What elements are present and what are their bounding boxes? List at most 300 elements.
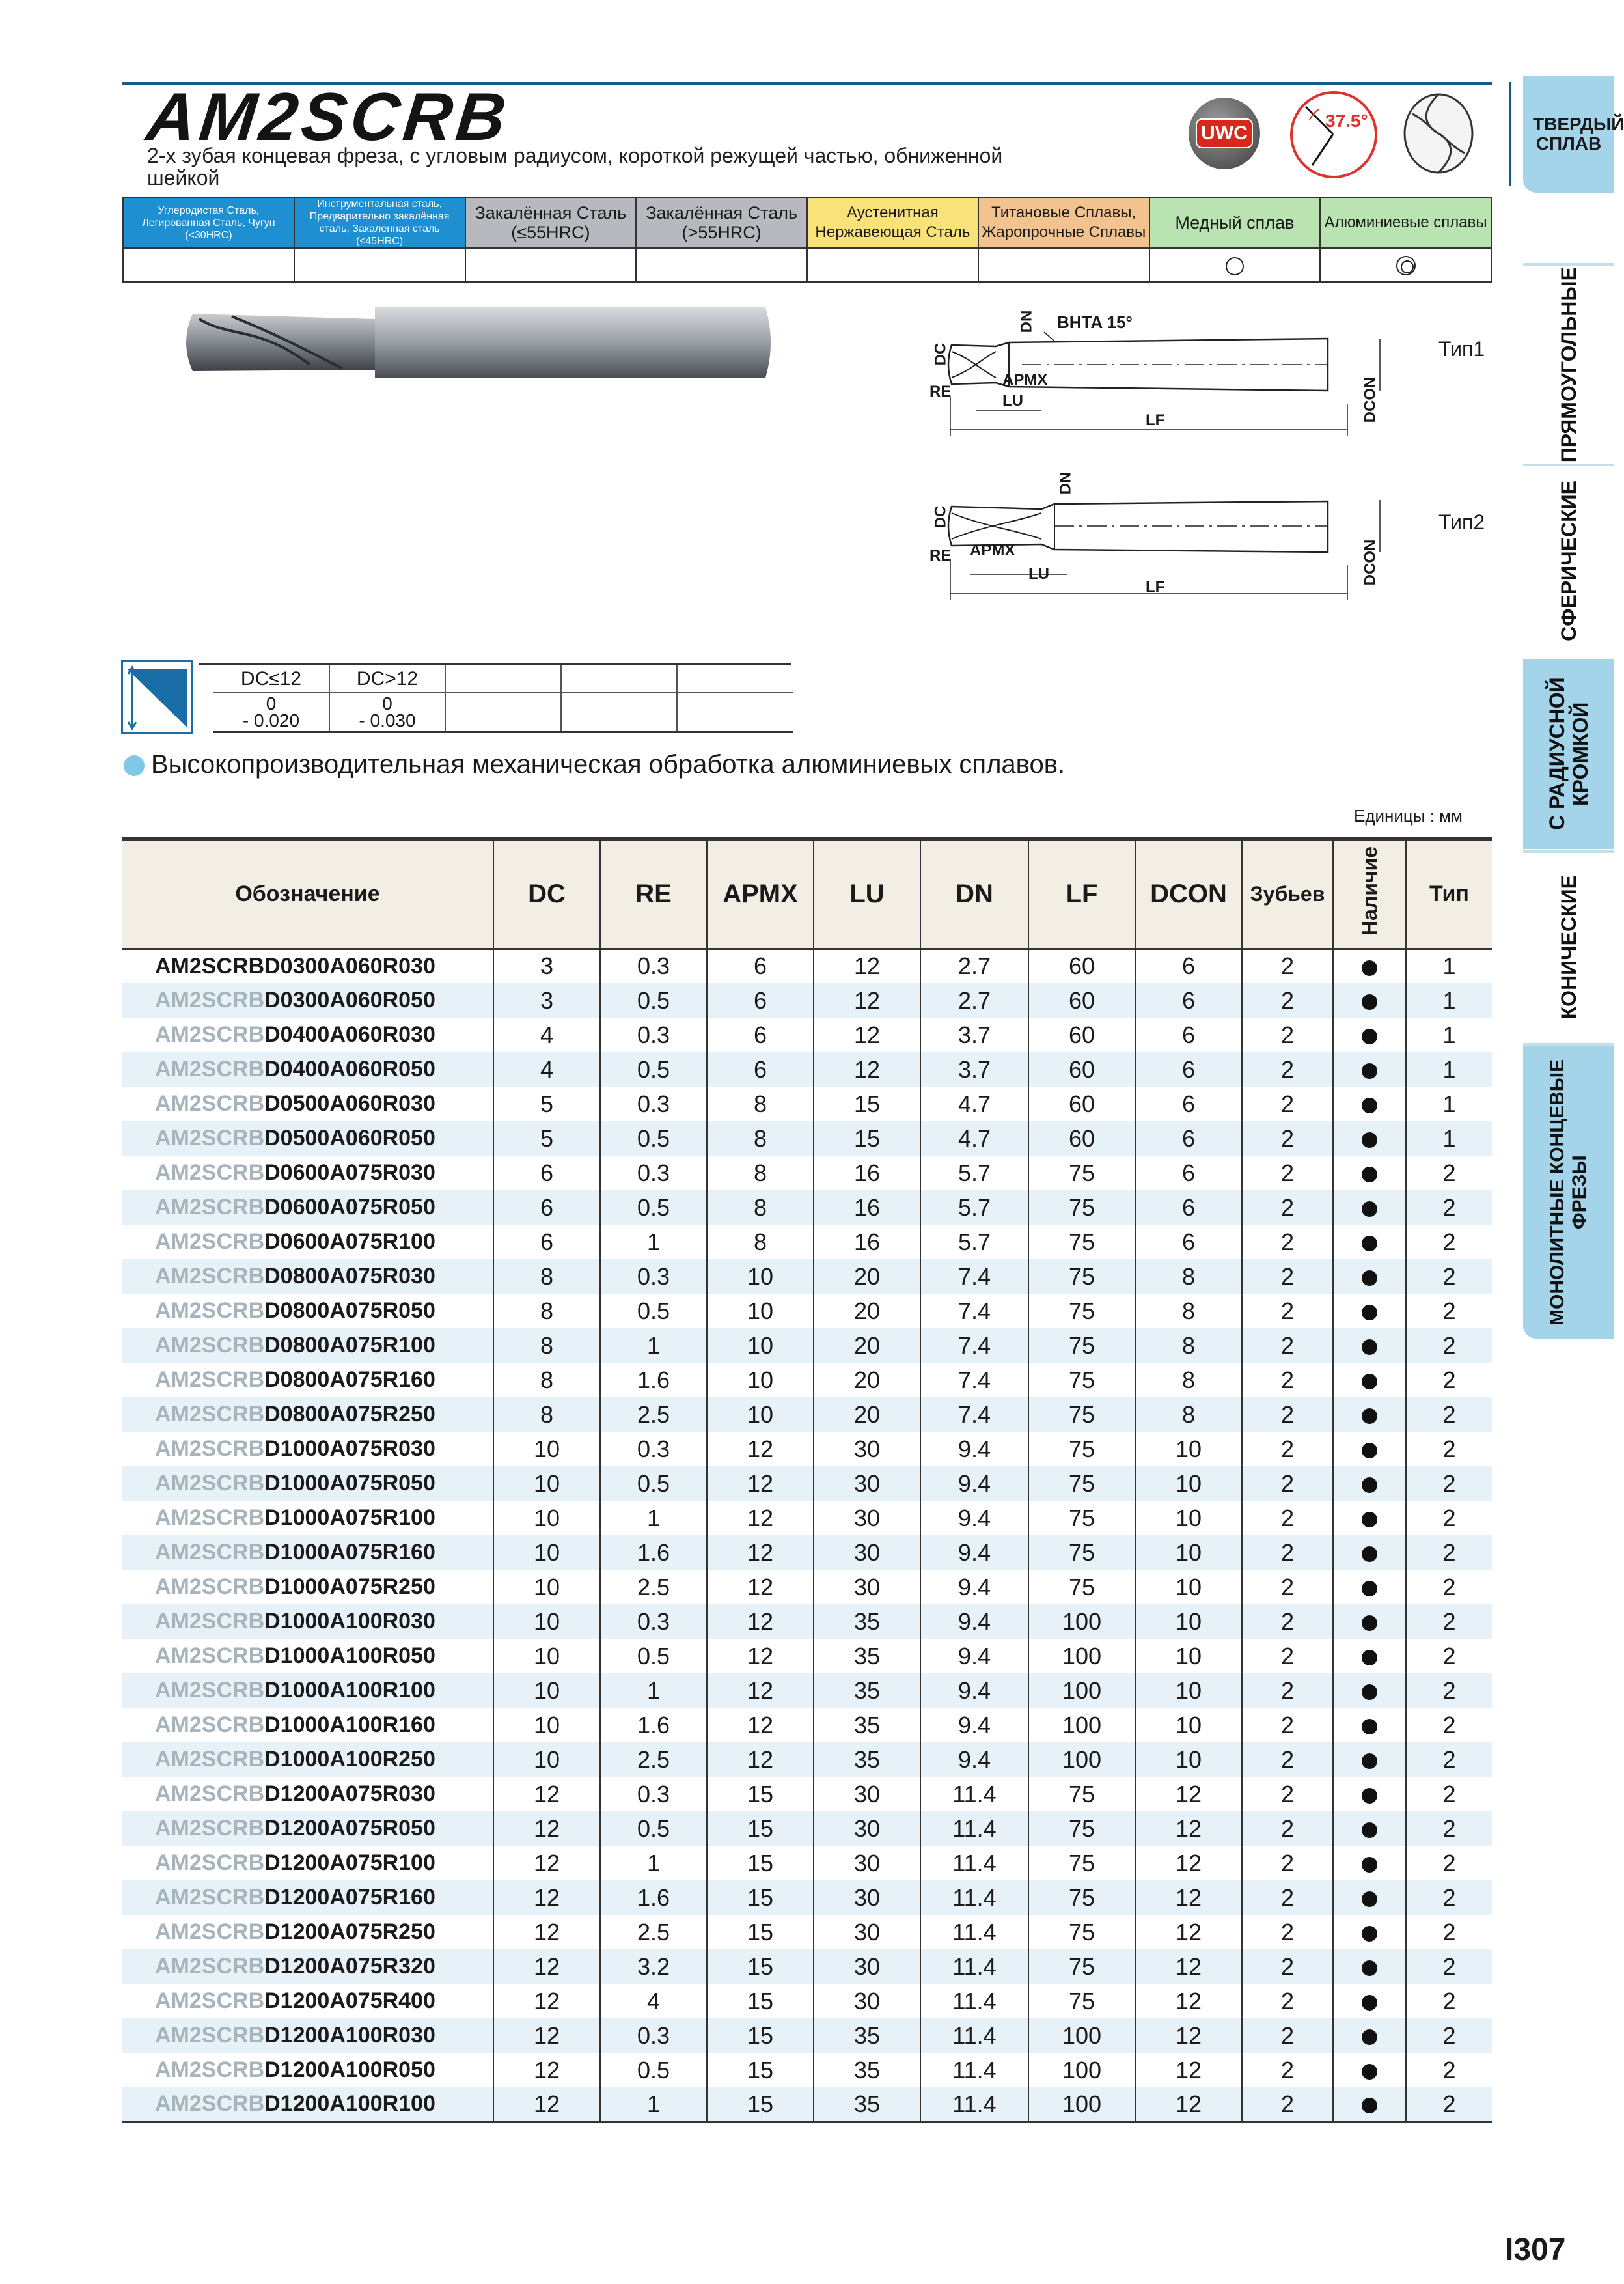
in-stock-icon bbox=[1362, 1822, 1377, 1838]
value-cell: 75 bbox=[1028, 1397, 1135, 1432]
designation-prefix: AM2SCRB bbox=[155, 1333, 265, 1358]
type-cell: 2 bbox=[1406, 1397, 1492, 1432]
value-cell: 75 bbox=[1028, 1811, 1135, 1846]
value-cell: 0.5 bbox=[600, 1639, 707, 1673]
table-row bbox=[122, 1190, 1492, 1225]
dim-dc: DC bbox=[931, 342, 950, 366]
value-cell: 3.7 bbox=[920, 1052, 1028, 1087]
designation-prefix: AM2SCRB bbox=[155, 1471, 265, 1496]
side-tab-divider bbox=[1523, 1043, 1614, 1046]
side-tab-divider bbox=[1523, 263, 1614, 266]
value-cell: 15 bbox=[814, 1121, 920, 1156]
value-cell: 2 bbox=[1242, 983, 1333, 1018]
designation-cell bbox=[122, 1846, 493, 1880]
designation-prefix: AM2SCRB bbox=[155, 1505, 265, 1530]
value-cell: 75 bbox=[1028, 1225, 1135, 1259]
designation-code: D1000A075R050 bbox=[264, 1471, 435, 1496]
value-cell: 1 bbox=[600, 1328, 707, 1363]
value-cell: 75 bbox=[1028, 1984, 1135, 2018]
value-cell: 12 bbox=[707, 1432, 814, 1466]
value-cell: 8 bbox=[707, 1190, 814, 1225]
value-cell: 10 bbox=[1135, 1501, 1242, 1535]
table-row bbox=[122, 983, 1492, 1018]
value-cell: 100 bbox=[1028, 1604, 1135, 1639]
value-cell: 0.3 bbox=[600, 2018, 707, 2053]
designation-prefix: AM2SCRB bbox=[155, 1919, 265, 1944]
feature-bullet-icon bbox=[124, 755, 145, 776]
value-cell: 8 bbox=[1135, 1363, 1242, 1397]
value-cell: 9.4 bbox=[920, 1535, 1028, 1570]
value-cell: 2 bbox=[1242, 1294, 1333, 1328]
designation-code: D0800A075R160 bbox=[264, 1367, 435, 1392]
table-row bbox=[122, 1156, 1492, 1190]
material-mark bbox=[294, 248, 465, 282]
value-cell: 2 bbox=[1242, 1949, 1333, 1984]
value-cell: 8 bbox=[493, 1328, 600, 1363]
value-cell: 12 bbox=[1135, 2087, 1242, 2122]
material-mark bbox=[978, 248, 1149, 282]
designation-prefix: AM2SCRB bbox=[155, 2091, 265, 2116]
material-cell: Титановые Сплавы, Жаропрочные Сплавы bbox=[978, 197, 1149, 248]
value-cell: 8 bbox=[707, 1087, 814, 1121]
value-cell: 2 bbox=[1242, 1846, 1333, 1880]
value-cell: 5.7 bbox=[920, 1190, 1028, 1225]
value-cell: 9.4 bbox=[920, 1604, 1028, 1639]
table-row bbox=[122, 1466, 1492, 1501]
material-cell: Аустенитная Нержавеющая Сталь bbox=[807, 197, 978, 248]
value-cell: 5 bbox=[493, 1087, 600, 1121]
table-row bbox=[122, 1294, 1492, 1328]
value-cell: 0.5 bbox=[600, 2053, 707, 2087]
designation-prefix: AM2SCRB bbox=[155, 1574, 265, 1599]
value-cell: 2 bbox=[1242, 1363, 1333, 1397]
value-cell: 15 bbox=[707, 1777, 814, 1811]
table-row bbox=[122, 1604, 1492, 1639]
value-cell: 3.7 bbox=[920, 1018, 1028, 1052]
in-stock-icon bbox=[1362, 1546, 1377, 1562]
col-header: Тип bbox=[1406, 839, 1492, 949]
col-header: DC bbox=[493, 839, 600, 949]
designation-cell bbox=[122, 1639, 493, 1673]
value-cell: 30 bbox=[814, 1501, 920, 1535]
value-cell: 0.3 bbox=[600, 1156, 707, 1190]
value-cell: 0.3 bbox=[600, 1432, 707, 1466]
in-stock-icon bbox=[1362, 1891, 1377, 1907]
value-cell: 12 bbox=[493, 2053, 600, 2087]
value-cell: 2 bbox=[1242, 1432, 1333, 1466]
value-cell: 15 bbox=[707, 1880, 814, 1915]
availability-cell bbox=[1333, 1052, 1406, 1087]
type-cell: 2 bbox=[1406, 1328, 1492, 1363]
value-cell: 6 bbox=[1135, 983, 1242, 1018]
designation-cell bbox=[122, 1432, 493, 1466]
dim-re: RE bbox=[929, 547, 952, 564]
in-stock-icon bbox=[1362, 1339, 1377, 1355]
value-cell: 10 bbox=[493, 1673, 600, 1708]
tolerance-table bbox=[213, 665, 793, 733]
value-cell: 3 bbox=[493, 983, 600, 1018]
table-row bbox=[122, 1742, 1492, 1777]
value-cell: 2 bbox=[1242, 1777, 1333, 1811]
value-cell: 12 bbox=[707, 1708, 814, 1742]
in-stock-icon bbox=[1362, 1374, 1377, 1389]
value-cell: 6 bbox=[493, 1190, 600, 1225]
designation-code: D1000A075R030 bbox=[264, 1436, 435, 1461]
col-header: DCON bbox=[1135, 839, 1242, 949]
availability-cell bbox=[1333, 1570, 1406, 1604]
side-tab-ball[interactable] bbox=[1523, 466, 1614, 655]
value-cell: 35 bbox=[814, 2087, 920, 2122]
value-cell: 75 bbox=[1028, 1259, 1135, 1294]
availability-cell bbox=[1333, 1949, 1406, 1984]
value-cell: 12 bbox=[1135, 1949, 1242, 1984]
designation-prefix: AM2SCRB bbox=[155, 1160, 265, 1185]
value-cell: 10 bbox=[493, 1466, 600, 1501]
value-cell: 2 bbox=[1242, 1328, 1333, 1363]
dim-dn: DN bbox=[1056, 471, 1075, 495]
type-cell: 2 bbox=[1406, 1846, 1492, 1880]
value-cell: 2 bbox=[1242, 1915, 1333, 1949]
value-cell: 75 bbox=[1028, 1294, 1135, 1328]
value-cell: 12 bbox=[707, 1639, 814, 1673]
side-tab-carbide[interactable] bbox=[1523, 76, 1624, 193]
value-cell: 2 bbox=[1242, 1087, 1333, 1121]
tolerance-header bbox=[677, 665, 793, 693]
value-cell: 11.4 bbox=[920, 1777, 1028, 1811]
table-row bbox=[122, 1501, 1492, 1535]
value-cell: 0.3 bbox=[600, 1259, 707, 1294]
material-cell: Закалённая Сталь (≤55HRC) bbox=[465, 197, 637, 248]
type-cell: 2 bbox=[1406, 1535, 1492, 1570]
value-cell: 11.4 bbox=[920, 2053, 1028, 2087]
side-tab-label: ТВЕРДЫЙ СПЛАВ bbox=[1533, 114, 1624, 154]
value-cell: 9.4 bbox=[920, 1708, 1028, 1742]
designation-prefix: AM2SCRB bbox=[155, 1885, 265, 1910]
type-cell: 2 bbox=[1406, 1742, 1492, 1777]
value-cell: 6 bbox=[1135, 1121, 1242, 1156]
value-cell: 3.2 bbox=[600, 1949, 707, 1984]
col-header: Обозначение bbox=[122, 839, 493, 949]
value-cell: 11.4 bbox=[920, 2087, 1028, 2122]
value-cell: 75 bbox=[1028, 1328, 1135, 1363]
value-cell: 8 bbox=[493, 1363, 600, 1397]
value-cell: 11.4 bbox=[920, 1880, 1028, 1915]
dim-lu: LU bbox=[1028, 565, 1049, 583]
type-cell: 2 bbox=[1406, 1604, 1492, 1639]
designation-code: D1000A100R100 bbox=[264, 1678, 435, 1703]
value-cell: 12 bbox=[707, 1742, 814, 1777]
value-cell: 6 bbox=[1135, 1190, 1242, 1225]
value-cell: 12 bbox=[707, 1535, 814, 1570]
value-cell: 35 bbox=[814, 1604, 920, 1639]
value-cell: 8 bbox=[707, 1156, 814, 1190]
value-cell: 1 bbox=[600, 1673, 707, 1708]
type-cell: 2 bbox=[1406, 1156, 1492, 1190]
availability-cell bbox=[1333, 1328, 1406, 1363]
designation-prefix: AM2SCRB bbox=[155, 1816, 265, 1841]
value-cell: 11.4 bbox=[920, 1811, 1028, 1846]
value-cell: 4.7 bbox=[920, 1087, 1028, 1121]
in-stock-icon bbox=[1362, 1098, 1377, 1113]
designation-code: D1000A075R100 bbox=[264, 1505, 435, 1530]
availability-cell bbox=[1333, 1708, 1406, 1742]
value-cell: 12 bbox=[707, 1570, 814, 1604]
designation-code: D0500A060R050 bbox=[264, 1126, 435, 1150]
designation-prefix: AM2SCRB bbox=[155, 1609, 265, 1634]
value-cell: 9.4 bbox=[920, 1432, 1028, 1466]
value-cell: 1 bbox=[600, 1225, 707, 1259]
availability-cell bbox=[1333, 1190, 1406, 1225]
value-cell: 75 bbox=[1028, 1432, 1135, 1466]
value-cell: 6 bbox=[493, 1156, 600, 1190]
in-stock-icon bbox=[1362, 1995, 1377, 2011]
value-cell: 7.4 bbox=[920, 1294, 1028, 1328]
table-row bbox=[122, 1328, 1492, 1363]
designation-code: D1200A075R050 bbox=[264, 1816, 435, 1841]
designation-cell bbox=[122, 1259, 493, 1294]
value-cell: 2 bbox=[1242, 1880, 1333, 1915]
value-cell: 10 bbox=[493, 1570, 600, 1604]
designation-cell bbox=[122, 1708, 493, 1742]
value-cell: 16 bbox=[814, 1190, 920, 1225]
value-cell: 10 bbox=[1135, 1466, 1242, 1501]
designation-cell bbox=[122, 983, 493, 1018]
side-tab-taper[interactable] bbox=[1523, 853, 1614, 1042]
designation-code: D1200A100R050 bbox=[264, 2057, 435, 2082]
value-cell: 6 bbox=[707, 1052, 814, 1087]
helix-angle-icon bbox=[1290, 91, 1377, 178]
designation-cell bbox=[122, 1880, 493, 1915]
type-cell: 2 bbox=[1406, 1190, 1492, 1225]
value-cell: 2.5 bbox=[600, 1397, 707, 1432]
value-cell: 11.4 bbox=[920, 1915, 1028, 1949]
tolerance-header: DC>12 bbox=[329, 665, 445, 693]
table-row bbox=[122, 1535, 1492, 1570]
value-cell: 10 bbox=[707, 1259, 814, 1294]
value-cell: 2 bbox=[1242, 1397, 1333, 1432]
value-cell: 75 bbox=[1028, 1880, 1135, 1915]
value-cell: 75 bbox=[1028, 1846, 1135, 1880]
designation-prefix: AM2SCRB bbox=[155, 1057, 265, 1081]
side-tab-square[interactable] bbox=[1523, 267, 1614, 462]
designation-code: D0600A075R050 bbox=[264, 1195, 435, 1219]
value-cell: 5.7 bbox=[920, 1225, 1028, 1259]
col-header: Зубьев bbox=[1242, 839, 1333, 949]
availability-cell bbox=[1333, 1156, 1406, 1190]
table-row bbox=[122, 1880, 1492, 1915]
value-cell: 30 bbox=[814, 1570, 920, 1604]
in-stock-icon bbox=[1362, 1960, 1377, 1976]
value-cell: 2 bbox=[1242, 1570, 1333, 1604]
designation-prefix: AM2SCRB bbox=[155, 1229, 265, 1254]
tolerance-value bbox=[445, 693, 561, 732]
in-stock-icon bbox=[1362, 1408, 1377, 1424]
designation-cell bbox=[122, 1018, 493, 1052]
in-stock-icon bbox=[1362, 1615, 1377, 1631]
material-mark bbox=[465, 248, 637, 282]
value-cell: 20 bbox=[814, 1363, 920, 1397]
material-mark bbox=[636, 248, 807, 282]
designation-prefix: AM2SCRB bbox=[155, 1091, 265, 1116]
value-cell: 12 bbox=[1135, 1915, 1242, 1949]
value-cell: 30 bbox=[814, 1880, 920, 1915]
value-cell: 10 bbox=[1135, 1432, 1242, 1466]
dim-dcon: DCON bbox=[1361, 539, 1379, 586]
material-mark bbox=[1320, 248, 1491, 282]
value-cell: 15 bbox=[814, 1087, 920, 1121]
value-cell: 12 bbox=[707, 1673, 814, 1708]
endmill-end-icon bbox=[1393, 85, 1491, 182]
table-row bbox=[122, 1846, 1492, 1880]
value-cell: 0.5 bbox=[600, 1811, 707, 1846]
value-cell: 75 bbox=[1028, 1535, 1135, 1570]
side-tab-label: С РАДИУСНОЙ КРОМКОЙ bbox=[1545, 677, 1592, 831]
side-tab-divider bbox=[1523, 850, 1614, 853]
designation-prefix: AM2SCRB bbox=[155, 1954, 265, 1979]
value-cell: 10 bbox=[493, 1535, 600, 1570]
value-cell: 20 bbox=[814, 1328, 920, 1363]
table-row bbox=[122, 1777, 1492, 1811]
feature-text: Высокопроизводительная механическая обработка алюминиевых сплавов. bbox=[151, 750, 1066, 779]
value-cell: 16 bbox=[814, 1156, 920, 1190]
value-cell: 10 bbox=[493, 1708, 600, 1742]
value-cell: 15 bbox=[707, 2053, 814, 2087]
value-cell: 8 bbox=[707, 1121, 814, 1156]
value-cell: 12 bbox=[493, 1880, 600, 1915]
availability-cell bbox=[1333, 1259, 1406, 1294]
type-cell: 2 bbox=[1406, 1949, 1492, 1984]
value-cell: 8 bbox=[707, 1225, 814, 1259]
material-cell: Медный сплав bbox=[1149, 197, 1321, 248]
designation-code: D1000A075R250 bbox=[264, 1574, 435, 1599]
designation-prefix: AM2SCRB bbox=[155, 1264, 265, 1288]
value-cell: 9.4 bbox=[920, 1466, 1028, 1501]
value-cell: 2 bbox=[1242, 1018, 1333, 1052]
designation-code: D0800A075R250 bbox=[264, 1402, 435, 1427]
value-cell: 2 bbox=[1242, 949, 1333, 983]
value-cell: 10 bbox=[1135, 1535, 1242, 1570]
designation-cell bbox=[122, 1915, 493, 1949]
uwc-badge bbox=[1189, 98, 1260, 169]
in-stock-icon bbox=[1362, 1926, 1377, 1942]
value-cell: 2 bbox=[1242, 1466, 1333, 1501]
table-row bbox=[122, 1363, 1492, 1397]
designation-prefix: AM2SCRB bbox=[155, 1850, 265, 1875]
dim-dc: DC bbox=[931, 505, 950, 529]
dim-lf: LF bbox=[1146, 411, 1165, 429]
value-cell: 2.5 bbox=[600, 1570, 707, 1604]
value-cell: 0.3 bbox=[600, 1777, 707, 1811]
designation-cell bbox=[122, 1604, 493, 1639]
side-tab-radius[interactable] bbox=[1523, 659, 1614, 849]
value-cell: 11.4 bbox=[920, 1949, 1028, 1984]
value-cell: 6 bbox=[1135, 1052, 1242, 1087]
value-cell: 10 bbox=[1135, 1708, 1242, 1742]
availability-cell bbox=[1333, 2053, 1406, 2087]
value-cell: 2 bbox=[1242, 1259, 1333, 1294]
availability-cell bbox=[1333, 1915, 1406, 1949]
value-cell: 0.3 bbox=[600, 1604, 707, 1639]
value-cell: 2 bbox=[1242, 1984, 1333, 2018]
value-cell: 60 bbox=[1028, 949, 1135, 983]
value-cell: 7.4 bbox=[920, 1259, 1028, 1294]
value-cell: 10 bbox=[707, 1328, 814, 1363]
diagram-type1 bbox=[924, 306, 1380, 443]
value-cell: 9.4 bbox=[920, 1639, 1028, 1673]
in-stock-icon bbox=[1362, 1443, 1377, 1458]
side-tab-solid-endmills[interactable] bbox=[1523, 1046, 1614, 1339]
designation-cell bbox=[122, 1535, 493, 1570]
value-cell: 60 bbox=[1028, 1121, 1135, 1156]
availability-cell bbox=[1333, 1777, 1406, 1811]
table-row bbox=[122, 1259, 1492, 1294]
designation-code: D1000A100R250 bbox=[264, 1747, 435, 1772]
material-mark bbox=[1149, 248, 1321, 282]
designation-prefix: AM2SCRB bbox=[155, 1298, 265, 1323]
availability-cell bbox=[1333, 1225, 1406, 1259]
type-cell: 1 bbox=[1406, 1087, 1492, 1121]
designation-prefix: AM2SCRB bbox=[155, 1022, 265, 1047]
designation-cell bbox=[122, 2087, 493, 2122]
designation-cell bbox=[122, 1673, 493, 1708]
table-row bbox=[122, 1570, 1492, 1604]
value-cell: 35 bbox=[814, 1639, 920, 1673]
designation-code: D1000A100R030 bbox=[264, 1609, 435, 1634]
value-cell: 30 bbox=[814, 1777, 920, 1811]
value-cell: 12 bbox=[493, 2018, 600, 2053]
double-circle-icon bbox=[1396, 256, 1416, 275]
value-cell: 12 bbox=[1135, 1984, 1242, 2018]
table-row bbox=[122, 1915, 1492, 1949]
tolerance-lower: - 0.030 bbox=[359, 710, 416, 731]
availability-cell bbox=[1333, 983, 1406, 1018]
value-cell: 10 bbox=[493, 1432, 600, 1466]
value-cell: 2 bbox=[1242, 1121, 1333, 1156]
value-cell: 100 bbox=[1028, 1742, 1135, 1777]
col-header-availability: Наличие bbox=[1357, 846, 1381, 936]
value-cell: 10 bbox=[493, 1639, 600, 1673]
table-row bbox=[122, 1121, 1492, 1156]
designation-code: D0400A060R050 bbox=[264, 1057, 435, 1081]
in-stock-icon bbox=[1362, 994, 1377, 1010]
value-cell: 75 bbox=[1028, 1949, 1135, 1984]
value-cell: 10 bbox=[493, 1604, 600, 1639]
col-header bbox=[1333, 839, 1406, 949]
value-cell: 6 bbox=[493, 1225, 600, 1259]
value-cell: 2 bbox=[1242, 2053, 1333, 2087]
value-cell: 0.5 bbox=[600, 1190, 707, 1225]
value-cell: 3 bbox=[493, 949, 600, 983]
availability-cell bbox=[1333, 1742, 1406, 1777]
value-cell: 12 bbox=[1135, 2018, 1242, 2053]
type-cell: 2 bbox=[1406, 1915, 1492, 1949]
value-cell: 12 bbox=[493, 1915, 600, 1949]
designation-cell bbox=[122, 1501, 493, 1535]
value-cell: 20 bbox=[814, 1259, 920, 1294]
value-cell: 7.4 bbox=[920, 1397, 1028, 1432]
tolerance-header: DC≤12 bbox=[213, 665, 329, 693]
side-tab-label: КОНИЧЕСКИЕ bbox=[1557, 875, 1580, 1020]
material-cell: Закалённая Сталь (>55HRC) bbox=[636, 197, 807, 248]
availability-cell bbox=[1333, 1984, 1406, 2018]
bhta-label: BHTA 15° bbox=[1057, 313, 1133, 332]
spec-table bbox=[122, 837, 1492, 2123]
availability-cell bbox=[1333, 1294, 1406, 1328]
designation-prefix: AM2SCRB bbox=[155, 1436, 265, 1461]
value-cell: 2 bbox=[1242, 1225, 1333, 1259]
value-cell: 6 bbox=[707, 1018, 814, 1052]
dim-apmx: APMX bbox=[970, 542, 1015, 559]
